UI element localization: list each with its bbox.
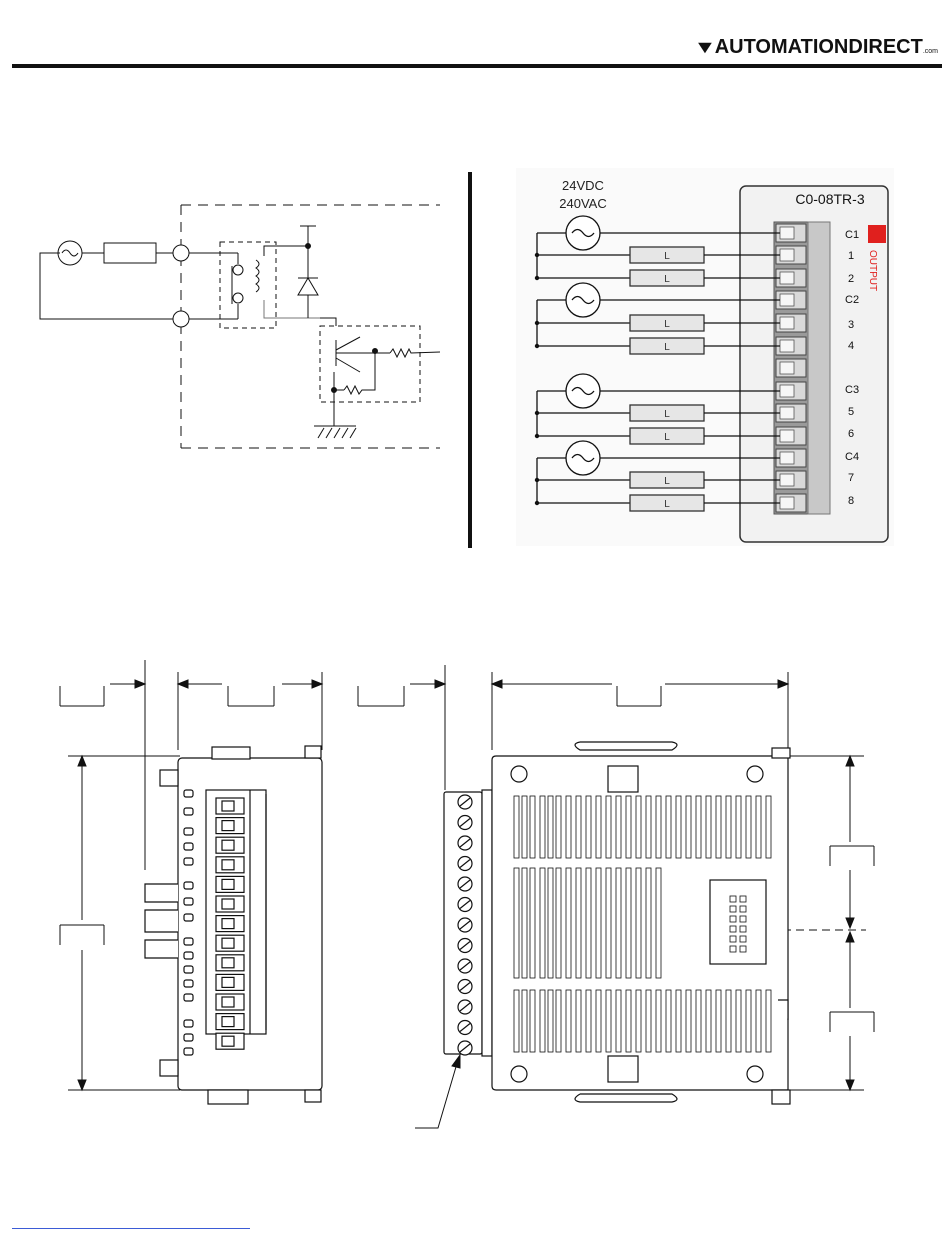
connector-pin	[730, 926, 736, 932]
load-label: L	[664, 342, 670, 353]
output-label: OUTPUT	[867, 250, 878, 292]
vent-slot	[696, 990, 701, 1052]
front-terminal-screw	[222, 1036, 234, 1046]
indicator-hole	[184, 980, 193, 987]
vent-slot	[566, 990, 571, 1052]
vent-slot	[736, 990, 741, 1052]
connector-pin	[740, 926, 746, 932]
module-front-view	[145, 746, 322, 1104]
vent-slot	[556, 990, 561, 1052]
vent-slot	[666, 990, 671, 1052]
vent-slot	[548, 990, 553, 1052]
vent-slot	[646, 868, 651, 978]
front-terminal-screw	[222, 801, 234, 811]
connector-pin	[730, 906, 736, 912]
footer-link[interactable]	[12, 1228, 250, 1229]
terminal-label-7: 7	[848, 472, 855, 484]
indicator-hole	[184, 843, 193, 850]
vent-slot	[596, 796, 601, 858]
load-label: L	[664, 274, 670, 285]
section-divider	[468, 172, 472, 548]
vent-slot	[756, 990, 761, 1052]
terminal-screw	[780, 272, 794, 284]
front-terminal-screw	[222, 958, 234, 968]
vent-slot	[656, 990, 661, 1052]
vent-slot	[606, 796, 611, 858]
indicator-hole	[184, 994, 193, 1001]
load-label: L	[664, 409, 670, 420]
equivalent-circuit	[40, 205, 440, 448]
terminal-label-4: 4	[848, 340, 855, 352]
indicator-hole	[184, 938, 193, 945]
vent-slot	[626, 990, 631, 1052]
vent-slot	[626, 868, 631, 978]
indicator-hole	[184, 898, 193, 905]
vent-slot	[548, 796, 553, 858]
vent-slot	[540, 796, 545, 858]
indicator-hole	[184, 914, 193, 921]
vent-slot	[514, 990, 519, 1052]
vent-slot	[756, 796, 761, 858]
module-name: C0-08TR-3	[795, 191, 865, 207]
indicator-hole	[184, 858, 193, 865]
indicator-hole	[184, 790, 193, 797]
indicator-hole	[184, 952, 193, 959]
supply-voltage-dc: 24VDC	[562, 178, 604, 193]
ac-source-icon	[58, 241, 82, 265]
load-label: L	[664, 319, 670, 330]
terminal-screw	[780, 474, 794, 486]
indicator-hole	[184, 882, 193, 889]
vent-slot	[576, 868, 581, 978]
terminal-label-6: 6	[848, 428, 855, 440]
terminal-screw	[780, 452, 794, 464]
vent-slot	[636, 868, 641, 978]
vent-slot	[556, 796, 561, 858]
ground-icon	[314, 426, 356, 438]
vent-slot	[586, 990, 591, 1052]
front-terminal-screw	[222, 919, 234, 929]
vent-slot	[530, 868, 535, 978]
vent-slot	[522, 990, 527, 1052]
vent-slot	[726, 796, 731, 858]
terminal-screw	[780, 227, 794, 239]
vent-slot	[766, 796, 771, 858]
vent-slot	[522, 868, 527, 978]
wiring-diagram	[516, 168, 894, 546]
vent-slot	[586, 868, 591, 978]
vent-slot	[636, 990, 641, 1052]
connector-pin	[730, 896, 736, 902]
front-terminal-screw	[222, 1017, 234, 1027]
terminal-label-c4: C4	[845, 451, 860, 463]
supply-voltage-ac: 240VAC	[559, 196, 607, 211]
front-terminal-screw	[222, 821, 234, 831]
vent-slot	[706, 990, 711, 1052]
connector-pin	[740, 906, 746, 912]
terminal-screw	[780, 340, 794, 352]
vent-slot	[666, 796, 671, 858]
vent-slot	[736, 796, 741, 858]
vent-slot	[576, 796, 581, 858]
logo-text: AUTOMATIONDIRECT	[714, 36, 923, 58]
vent-slot	[556, 868, 561, 978]
load-label: L	[664, 432, 670, 443]
terminal-screw	[780, 294, 794, 306]
connector-pin	[740, 896, 746, 902]
connector-pin	[730, 936, 736, 942]
connector-pin	[730, 916, 736, 922]
terminal-screw	[780, 407, 794, 419]
vent-slot	[746, 796, 751, 858]
vent-slot	[566, 868, 571, 978]
vent-slot	[766, 990, 771, 1052]
vent-slot	[548, 868, 553, 978]
load-resistor	[104, 243, 156, 263]
vent-slot	[646, 990, 651, 1052]
terminal-label-2: 2	[848, 273, 855, 285]
front-terminal-screw	[222, 997, 234, 1007]
vent-slot	[646, 796, 651, 858]
indicator-hole	[184, 966, 193, 973]
terminal-label-3: 3	[848, 319, 855, 331]
vent-slot	[696, 796, 701, 858]
vent-slot	[522, 796, 527, 858]
front-terminal-screw	[222, 977, 234, 987]
output-led	[868, 225, 886, 243]
vent-slot	[616, 990, 621, 1052]
terminal-screw	[780, 362, 794, 374]
connector-pin	[740, 946, 746, 952]
front-terminal-screw	[222, 879, 234, 889]
terminal-label-1: 1	[848, 250, 855, 262]
vent-slot	[540, 868, 545, 978]
vent-slot	[576, 990, 581, 1052]
vent-slot	[656, 868, 661, 978]
vent-slot	[540, 990, 545, 1052]
vent-slot	[586, 796, 591, 858]
front-terminal-screw	[222, 860, 234, 870]
vent-slot	[706, 796, 711, 858]
vent-slot	[606, 990, 611, 1052]
terminal-screw	[780, 317, 794, 329]
terminal-label-8: 8	[848, 495, 855, 507]
terminal-label-c3: C3	[845, 384, 860, 396]
vent-slot	[686, 796, 691, 858]
vent-slot	[606, 868, 611, 978]
load-label: L	[664, 251, 670, 262]
terminal-screw	[780, 430, 794, 442]
terminal-top	[173, 245, 189, 261]
terminal-screw	[780, 497, 794, 509]
logo-suffix: .com	[922, 48, 938, 55]
load-label: L	[664, 499, 670, 510]
front-terminal-screw	[222, 840, 234, 850]
vent-slot	[656, 796, 661, 858]
terminal-screw	[780, 249, 794, 261]
indicator-hole	[184, 808, 193, 815]
vent-slot	[626, 796, 631, 858]
terminal-label-c1: C1	[845, 229, 860, 241]
vent-slot	[530, 796, 535, 858]
vent-slot	[716, 796, 721, 858]
indicator-hole	[184, 1034, 193, 1041]
connector-pin	[730, 946, 736, 952]
indicator-hole	[184, 1020, 193, 1027]
logo-v-icon: ▼	[693, 37, 717, 57]
vent-slot	[716, 990, 721, 1052]
vent-slot	[636, 796, 641, 858]
vent-slot	[726, 990, 731, 1052]
load-label: L	[664, 476, 670, 487]
vent-slot	[566, 796, 571, 858]
terminal-label-5: 5	[848, 406, 855, 418]
vent-slot	[686, 990, 691, 1052]
vent-slot	[616, 796, 621, 858]
terminal-screw	[780, 385, 794, 397]
terminal-bottom	[173, 311, 189, 327]
vent-slot	[514, 868, 519, 978]
vent-slot	[746, 990, 751, 1052]
connector-pin	[740, 936, 746, 942]
vent-slot	[514, 796, 519, 858]
indicator-hole	[184, 828, 193, 835]
front-terminal-screw	[222, 938, 234, 948]
vent-slot	[596, 868, 601, 978]
indicator-hole	[184, 1048, 193, 1055]
vent-slot	[616, 868, 621, 978]
vent-slot	[596, 990, 601, 1052]
vent-slot	[530, 990, 535, 1052]
module-side-view	[444, 742, 790, 1104]
vent-slot	[676, 990, 681, 1052]
terminal-label-c2: C2	[845, 294, 860, 306]
expansion-connector	[710, 880, 766, 964]
front-terminal-screw	[222, 899, 234, 909]
connector-pin	[740, 916, 746, 922]
vent-slot	[676, 796, 681, 858]
